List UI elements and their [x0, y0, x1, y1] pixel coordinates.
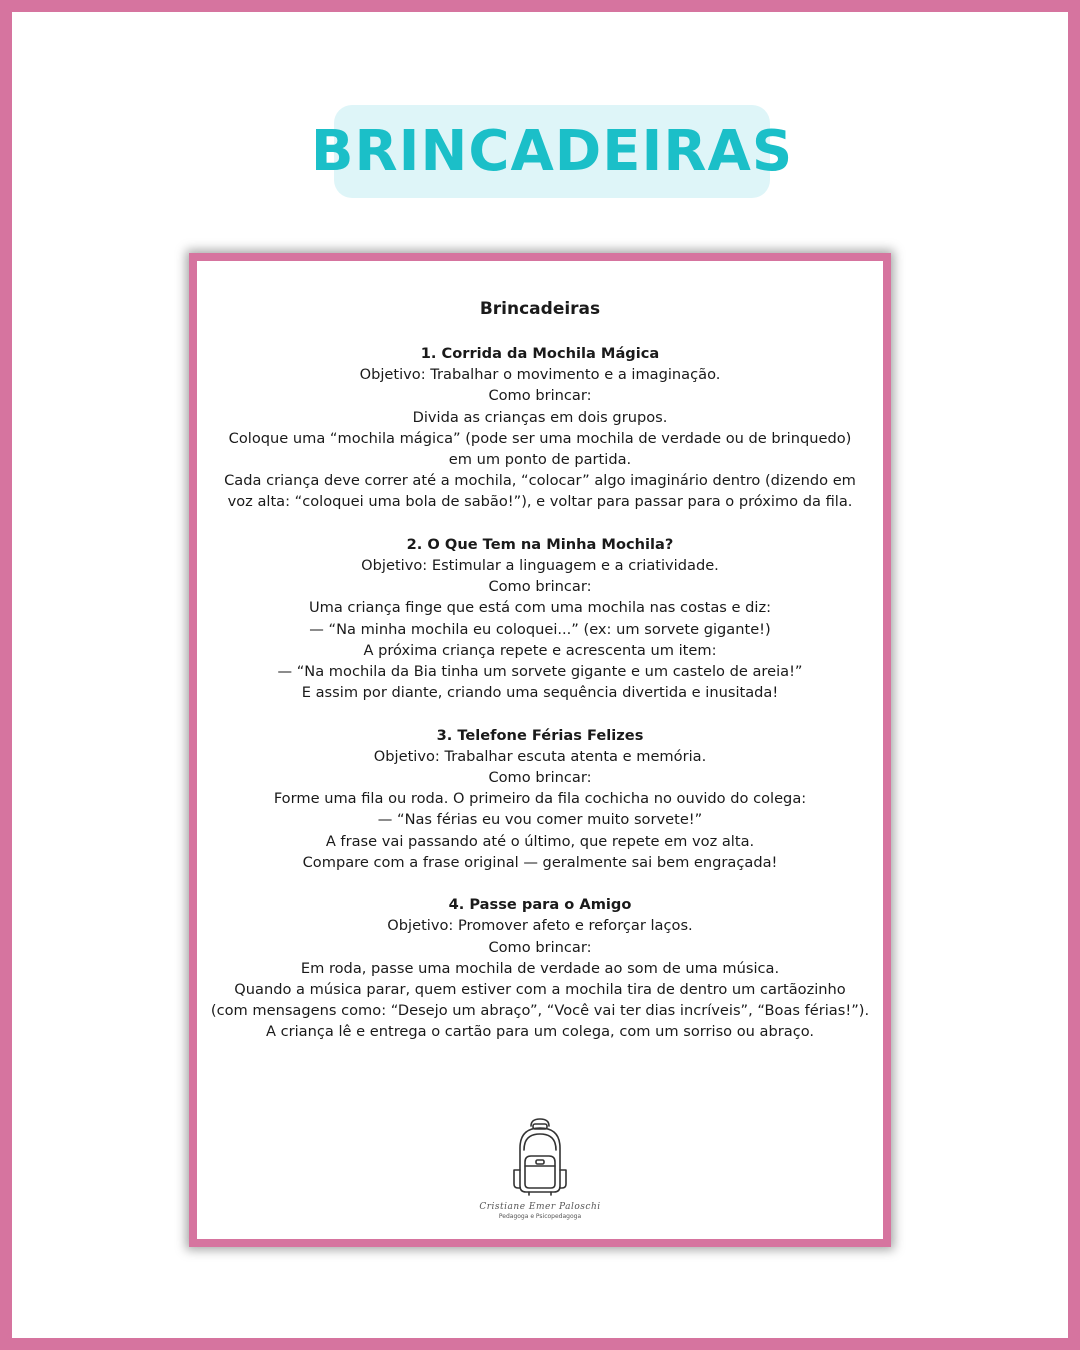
section-line: A próxima criança repete e acrescenta um item:: [363, 641, 717, 659]
section-line: — “Na minha mochila eu coloquei...” (ex: um sorvete gigante!): [309, 620, 771, 638]
section-line: Coloque uma “mochila mágica” (pode ser uma mochila de verdade ou de brinquedo): [228, 429, 852, 447]
section-line: Em roda, passe uma mochila de verdade ao som de uma música.: [300, 959, 780, 977]
backpack-icon: [509, 1116, 571, 1196]
section-1: [197, 343, 883, 513]
section-title: 1. Corrida da Mochila Mágica: [420, 345, 660, 362]
page-title: BRINCADEIRAS: [310, 119, 794, 184]
section-line: Uma criança finge que está com uma mochila nas costas e diz:: [308, 599, 772, 617]
section-title: 2. O Que Tem na Minha Mochila?: [406, 535, 674, 553]
section-line: A criança lê e entrega o cartão para um colega, com um sorriso ou abraço.: [265, 1023, 815, 1041]
signature-logo: [197, 1116, 883, 1220]
section-line: Compare com a frase original — geralmente sai bem engraçada!: [302, 853, 778, 871]
document-page: [197, 261, 883, 1239]
section-line: Como brincar:: [488, 938, 592, 956]
section-line: Objetivo: Promover afeto e reforçar laços.: [387, 917, 693, 935]
section-line: A frase vai passando até o último, que repete em voz alta.: [325, 832, 755, 850]
section-line: Quando a música parar, quem estiver com a mochila tira de dentro um cartãozinho: [234, 981, 846, 999]
section-2: [197, 534, 883, 704]
signature-name: Cristiane Emer Paloschi: [479, 1202, 601, 1212]
document-content: [197, 299, 883, 1064]
section-line: Como brincar:: [488, 387, 592, 405]
section-title: 4. Passe para o Amigo: [448, 896, 632, 914]
title-banner: [310, 105, 794, 198]
section-3: [197, 725, 883, 873]
section-line: Como brincar:: [488, 769, 592, 787]
section-line: Divida as crianças em dois grupos.: [412, 408, 668, 426]
section-title: 3. Telefone Férias Felizes: [436, 726, 644, 744]
section-line: E assim por diante, criando uma sequência divertida e inusitada!: [301, 684, 779, 702]
section-4: [197, 894, 883, 1042]
page-frame: [12, 12, 1068, 1338]
section-line: Cada criança deve correr até a mochila, “colocar” algo imaginário dentro (dizendo em: [224, 472, 856, 490]
section-line: voz alta: “coloquei uma bola de sabão!”), e voltar para passar para o próximo da fila.: [227, 493, 853, 511]
document-title: Brincadeiras: [479, 299, 601, 319]
section-line: — “Nas férias eu vou comer muito sorvete!”: [377, 811, 703, 829]
section-line: Objetivo: Trabalhar o movimento e a imaginação.: [359, 366, 721, 384]
signature-role: Pedagoga e Psicopedagoga: [498, 1213, 582, 1220]
section-line: em um ponto de partida.: [448, 451, 632, 469]
section-line: (com mensagens como: “Desejo um abraço”, “Você vai ter dias incríveis”, “Boas férias!”).: [210, 1002, 870, 1020]
section-line: Forme uma fila ou roda. O primeiro da fila cochicha no ouvido do colega:: [273, 790, 807, 808]
section-line: — “Na mochila da Bia tinha um sorvete gigante e um castelo de areia!”: [277, 663, 803, 681]
section-line: Como brincar:: [488, 578, 592, 596]
document-sheet: [189, 253, 891, 1247]
section-line: Objetivo: Estimular a linguagem e a criatividade.: [361, 557, 719, 575]
section-line: Objetivo: Trabalhar escuta atenta e memória.: [373, 747, 707, 765]
